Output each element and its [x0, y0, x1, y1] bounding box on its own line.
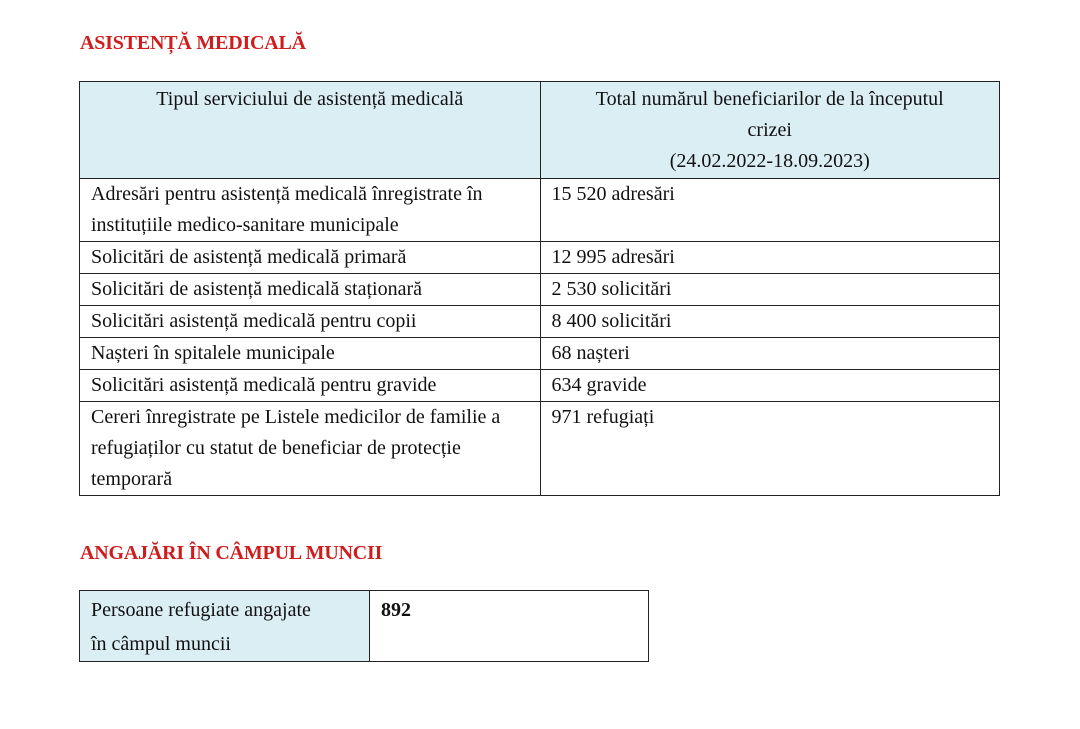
table-row	[80, 402, 1000, 496]
service-cell: Solicitări de asistență medicală staționară	[80, 274, 541, 306]
employment-table	[79, 590, 649, 662]
table-row	[80, 370, 1000, 402]
label-line: în câmpul muncii	[91, 633, 231, 655]
service-cell: Cereri înregistrate pe Listele medicilor de familie a refugiaților cu statut de beneficiar de protecție temporară	[80, 402, 541, 496]
table-row	[80, 591, 649, 662]
header-line: crizei	[747, 119, 792, 141]
section-title-employment: ANGAJĂRI ÎN CÂMPUL MUNCII	[80, 542, 383, 564]
service-cell: Nașteri în spitalele municipale	[80, 338, 541, 370]
header-line: Total numărul beneficiarilor de la începutul	[595, 88, 944, 110]
total-cell: 634 gravide	[540, 370, 1000, 402]
total-cell: 8 400 solicitări	[540, 306, 1000, 338]
table-row	[80, 338, 1000, 370]
table-row	[80, 306, 1000, 338]
service-cell: Solicitări asistență medicală pentru gravide	[80, 370, 541, 402]
column-header-total-beneficiaries	[540, 82, 1000, 179]
total-cell: 15 520 adresări	[540, 179, 1000, 242]
service-cell: Adresări pentru asistență medicală înregistrate în instituțiile medico-sanitare municipale	[80, 179, 541, 242]
table-row	[80, 274, 1000, 306]
service-cell: Solicitări de asistență medicală primară	[80, 242, 541, 274]
total-cell: 971 refugiați	[540, 402, 1000, 496]
service-cell: Solicitări asistență medicală pentru copii	[80, 306, 541, 338]
header-date-range: (24.02.2022-18.09.2023)	[669, 150, 870, 172]
column-header-service-type: Tipul serviciului de asistență medicală	[80, 82, 541, 179]
total-cell: 68 nașteri	[540, 338, 1000, 370]
employment-value-cell: 892	[370, 591, 649, 662]
medical-assistance-table	[79, 81, 1000, 496]
employment-label-cell	[80, 591, 370, 662]
label-line: Persoane refugiate angajate	[91, 599, 311, 621]
section-title-medical: ASISTENȚĂ MEDICALĂ	[80, 32, 306, 54]
table-row	[80, 242, 1000, 274]
table-row	[80, 179, 1000, 242]
total-cell: 12 995 adresări	[540, 242, 1000, 274]
total-cell: 2 530 solicitări	[540, 274, 1000, 306]
table-header-row	[80, 82, 1000, 179]
